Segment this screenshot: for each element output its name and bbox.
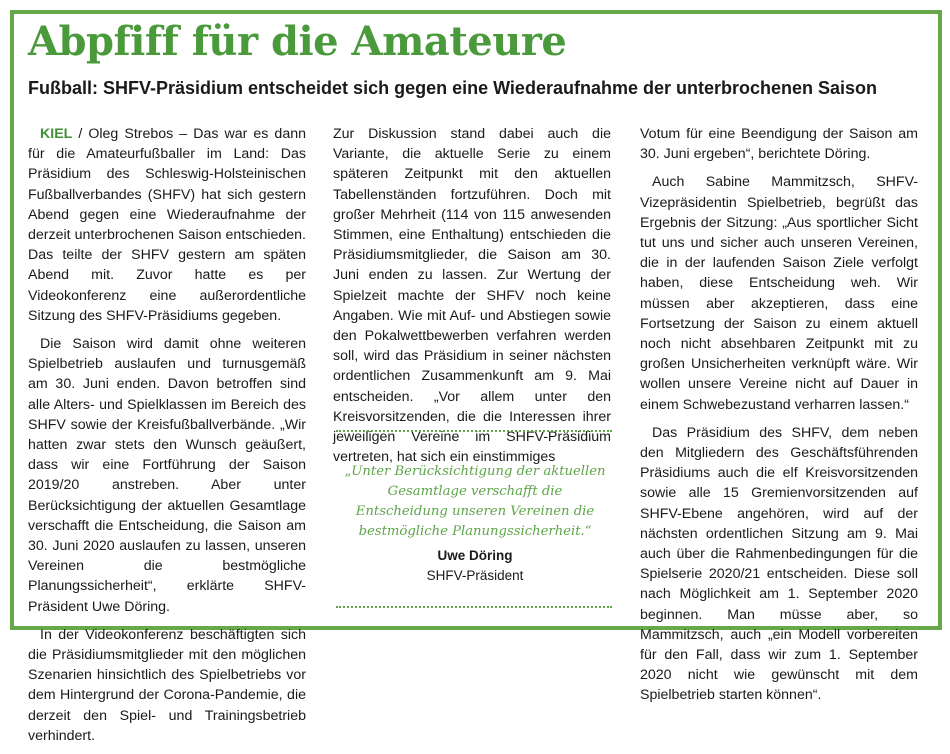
article-paragraph: Auch Sabine Mammitzsch, SHFV-Vizepräsidentin Spielbetrieb, begrüßt das Ergebnis der Sitzung: „Aus sportlicher Sicht tut uns und sicher auch unseren Vereinen, die in der laufenden Saison Ziele verfolgt haben, diese Entscheidung weh. Wir müssen aber akzeptieren, dass eine Fortsetzung der Saison zu einem aktuell noch nicht absehbaren Zeitpunkt mit zu großen Unsicherheiten verknüpft wäre. Wir wollen unsere Vereine nicht auf Dauer in einem Schwebezustand verharren lassen.“: [640, 174, 918, 413]
article-column-1: [28, 124, 306, 754]
paragraph-text: / Oleg Strebos – Das war es dann für die Amateurfußballer im Land: Das Präsidium des Schleswig-Holsteinischen Fußballverbandes (SHFV) hat sich gestern Abend gegen eine Wiederaufnahme der derzeit unterbrochenen Saison entschieden. Das teilte der SHFV gestern am späten Abend mit. Zuvor hatte es per Videokonferenz eine außerordentliche Sitzung des SHFV-Präsidiums gegeben.: [28, 126, 306, 324]
article-subheadline: Fußball: SHFV-Präsidium entscheidet sich gegen eine Wiederaufnahme der unterbrochenen Saison: [28, 78, 878, 98]
dateline: KIEL: [40, 126, 73, 142]
article-headline: Abpfiff für die Amateure: [28, 18, 567, 65]
pullquote-text: „Unter Berücksichtigung der aktuellen Gesamtlage verschafft die Entscheidung unseren Vereinen die bestmögliche Planungssicherheit.“: [344, 464, 606, 539]
article-paragraph: Das Präsidium des SHFV, dem neben den Mitgliedern des Geschäftsführenden Präsidiums auch die elf Kreisvorsitzenden sowie alle 15 Gremienvorsitzenden auf SHFV-Ebene angehören, wird auf der nächsten ordentlichen Sitzung am 9. Mai auch über die Rahmenbedingungen für die Spielserie 2020/21 entscheiden. Diese soll nach Möglichkeit am 1. September 2020 beginnen. Man müsse aber, so Mammitzsch, auch „ein Modell vorbereiten für den Fall, dass wir zum 1. September 2020 nicht wie gewünscht mit dem Spielbetrieb starten können“.: [640, 424, 918, 704]
pullquote-name: Uwe Döring: [437, 548, 513, 563]
pullquote-divider-bottom: [336, 606, 612, 608]
article-paragraph: Votum für eine Beendigung der Saison am 30. Juni ergeben“, berichtete Döring.: [640, 126, 918, 163]
article-column-3: [640, 124, 918, 714]
article-column-2: [333, 124, 611, 475]
article-paragraph: [28, 124, 306, 326]
article-paragraph: In der Videokonferenz beschäftigten sich die Präsidiumsmitglieder mit den möglichen Szenarien hinsichtlich des Spielbetriebs vor dem Hintergrund der Corona-Pandemie, die derzeit den Spiel- und Trainingsbetrieb verhindert.: [28, 626, 306, 744]
article-paragraph: Zur Diskussion stand dabei auch die Variante, die aktuelle Serie zu einem späteren Zeitpunkt mit den aktuellen Tabellenständen fortzuführen. Doch mit großer Mehrheit (114 von 115 anwesenden Stimmen, eine Enthaltung) entschieden die Präsidiumsmitglieder, die Saison am 30. Juni enden zu lassen. Zur Wertung der Spielzeit machte der SHFV noch keine Angaben. Wie mit Auf- und Abstiegen sowie den Pokalwettbewerben verfahren werden soll, wird das Präsidium in seiner nächsten ordentlichen Zusammenkunft am 9. Mai entscheiden. „Vor allem unter den Kreisvorsitzenden, die die Interessen ihrer jeweiligen Vereine im SHFV-Präsidium vertreten, hat sich ein einstimmiges: [333, 126, 611, 466]
pullquote-divider-top: [336, 430, 612, 432]
pullquote-role: SHFV-Präsident: [426, 568, 524, 583]
article-paragraph: Die Saison wird damit ohne weiteren Spielbetrieb auslaufen und turnusgemäß am 30. Juni enden. Davon betroffen sind alle Alters- und Spielklassen im Bereich des SHFV sowie der Kreisfußballverbände. „Wir hatten zwar stets den Wunsch geäußert, dass wir eine Fortführung der Saison 2019/20 anstreben. Aber unter Berücksichtigung der aktuellen Gesamtlage verschafft die Entscheidung, die Saison am 30. Juni 2020 auslaufen zu lassen, unseren Vereinen die bestmögliche Planungssicherheit“, erklärte SHFV-Präsident Uwe Döring.: [28, 336, 306, 615]
